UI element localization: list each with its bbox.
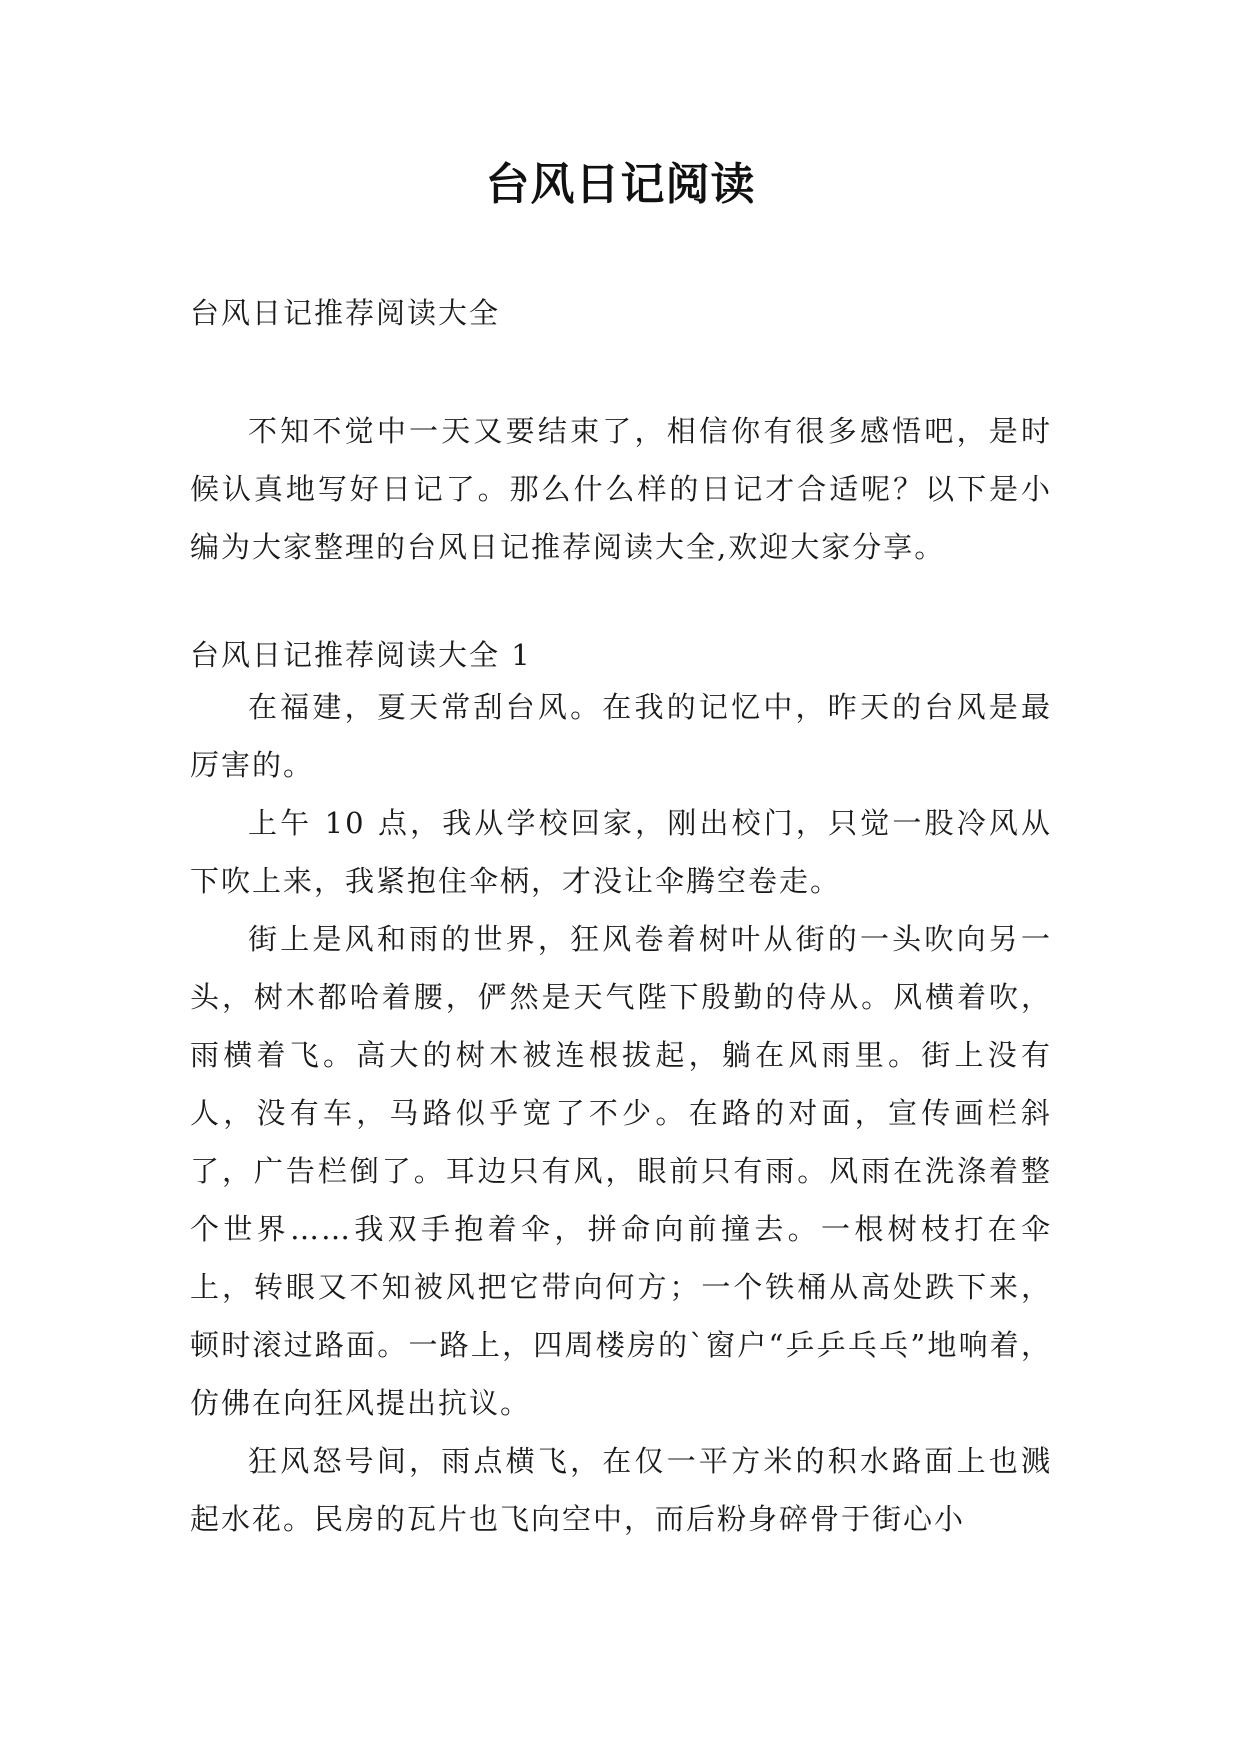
section-heading: 台风日记推荐阅读大全 1 [190,638,532,672]
body-paragraph-1: 在福建，夏天常刮台风。在我的记忆中，昨天的台风是最厉害的。 [190,690,1052,782]
document-body [190,290,1052,1548]
intro-paragraph: 不知不觉中一天又要结束了，相信你有很多感悟吧，是时候认真地写好日记了。那么什么样的日记才合适呢？以下是小编为大家整理的台风日记推荐阅读大全,欢迎大家分享。 [190,414,1052,564]
subtitle: 台风日记推荐阅读大全 [190,296,501,330]
body-paragraph-3: 街上是风和雨的世界，狂风卷着树叶从街的一头吹向另一头，树木都哈着腰，俨然是天气陛下殷勤的侍从。风横着吹，雨横着飞。高大的树木被连根拔起，躺在风雨里。街上没有人，没有车，马路似乎宽了不少。在路的对面，宣传画栏斜了，广告栏倒了。耳边只有风，眼前只有雨。风雨在洗涤着整个世界……我双手抱着伞，拼命向前撞去。一根树枝打在伞上，转眼又不知被风把它带向何方；一个铁桶从高处跌下来，顿时滚过路面。一路上，四周楼房的`窗户“乒乒乓乓”地响着，仿佛在向狂风提出抗议。 [190,922,1052,1420]
body-paragraph-4: 狂风怒号间，雨点横飞，在仅一平方米的积水路面上也溅起水花。民房的瓦片也飞向空中，而后粉身碎骨于街心小 [190,1444,1052,1536]
document-title: 台风日记阅读 [485,159,756,210]
body-paragraph-2: 上午 10 点，我从学校回家，刚出校门，只觉一股冷风从下吹上来，我紧抱住伞柄，才没让伞腾空卷走。 [190,806,1052,898]
